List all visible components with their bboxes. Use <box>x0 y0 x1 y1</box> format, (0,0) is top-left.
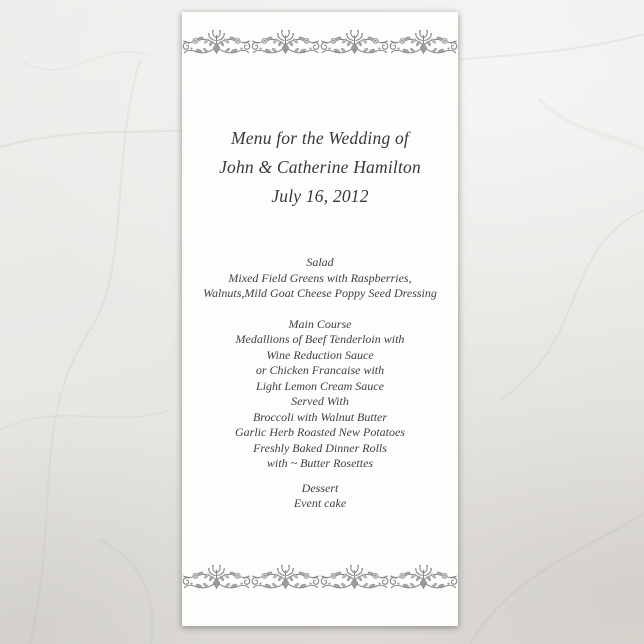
menu-line: Light Lemon Cream Sauce <box>256 378 384 393</box>
menu-line: Walnuts,Mild Goat Cheese Poppy Seed Dressing <box>203 286 437 300</box>
menu-line: Mixed Field Greens with Raspberries, <box>228 270 412 285</box>
menu-body <box>182 255 458 512</box>
menu-title-line: July 16, 2012 <box>271 186 369 206</box>
section-heading: Main Course <box>288 316 352 331</box>
menu-line: Garlic Herb Roasted New Potatoes <box>235 425 405 439</box>
menu-section-dessert <box>182 481 458 512</box>
menu-line: Medallions of Beef Tenderloin with <box>235 332 405 346</box>
menu-section-salad <box>182 255 458 302</box>
menu-line: Served With <box>291 394 349 408</box>
menu-line: Freshly Baked Dinner Rolls <box>253 440 387 455</box>
menu-section-main-course <box>182 317 458 472</box>
menu-title-line: Menu for the Wedding of <box>231 128 409 148</box>
menu-line: Event cake <box>293 496 347 510</box>
menu-line: Wine Reduction Sauce <box>266 347 374 362</box>
wedding-menu-card <box>182 12 458 626</box>
menu-title-line: John & Catherine Hamilton <box>219 157 421 177</box>
menu-line: with ~ Butter Rosettes <box>266 456 374 470</box>
menu-line: or Chicken Francaise with <box>255 363 385 377</box>
menu-title <box>182 124 458 211</box>
section-heading: Salad <box>306 255 334 269</box>
section-heading: Dessert <box>301 480 339 495</box>
floral-border-bottom-icon <box>182 563 458 593</box>
floral-border-top-icon <box>182 28 458 58</box>
menu-line: Broccoli with Walnut Butter <box>252 409 388 424</box>
